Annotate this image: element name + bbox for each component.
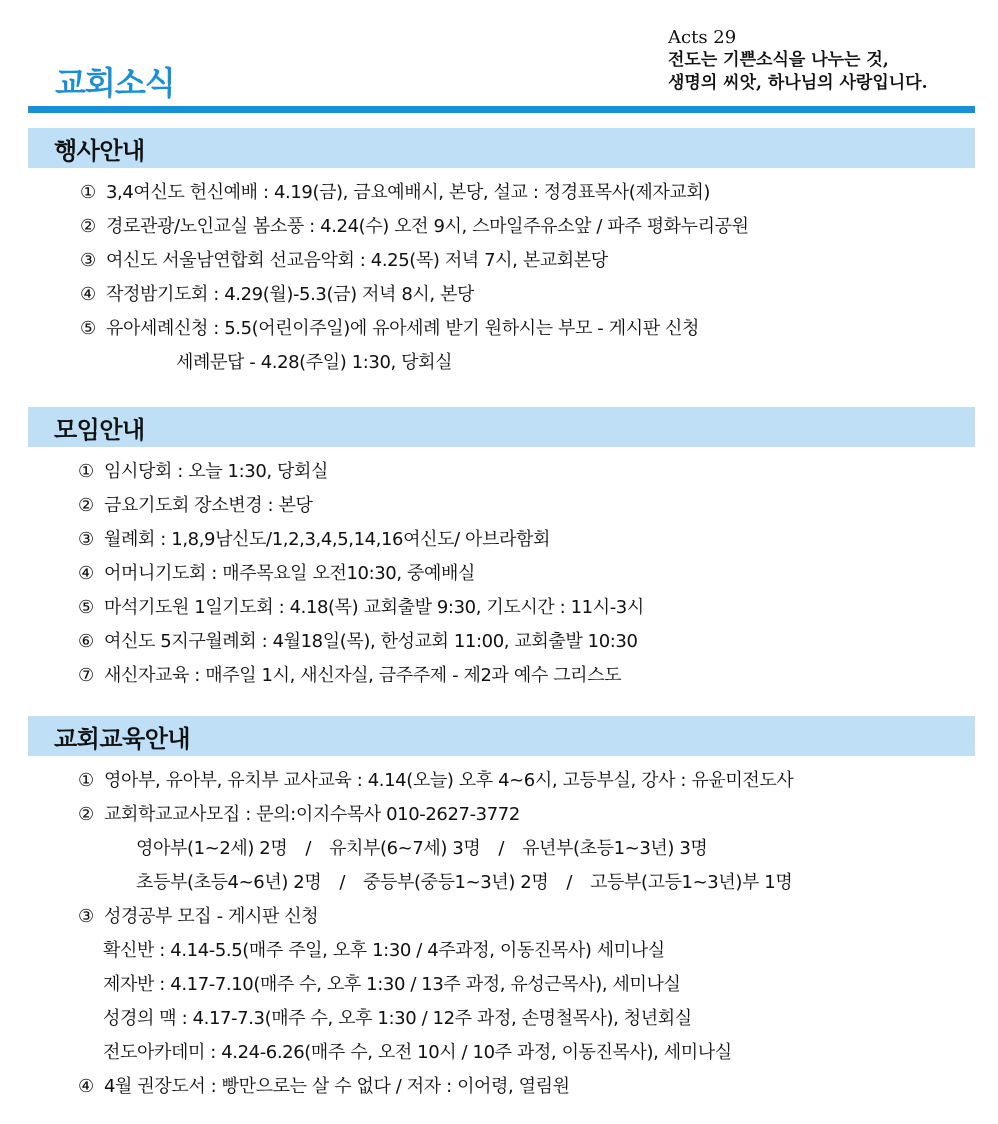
motto-block <box>668 26 988 95</box>
recruit-separator: / <box>339 872 345 893</box>
list-subitem <box>28 1036 975 1070</box>
item-text: 성경의 맥 : 4.17-7.3(매주 수, 오후 1:30 / 12주 과정, 손명철목사), 청년회실 <box>103 1008 692 1029</box>
item-number: ② <box>78 804 94 825</box>
item-text: 전도아카데미 : 4.24-6.26(매주 수, 오전 10시 / 10주 과정, 이동진목사), 세미나실 <box>103 1042 732 1063</box>
recruit-entry: 초등부(초등4~6년) 2명 <box>136 872 322 893</box>
list-item <box>28 455 975 489</box>
section-events <box>28 128 975 380</box>
item-text: 작정밤기도회 : 4.29(월)-5.3(금) 저녁 8시, 본당 <box>106 284 474 305</box>
list-item <box>28 659 975 693</box>
section-header <box>28 128 975 168</box>
item-number: ③ <box>80 250 96 271</box>
item-text: 확신반 : 4.14-5.5(매주 주일, 오후 1:30 / 4주과정, 이동진목사) 세미나실 <box>103 940 665 961</box>
item-text: 임시당회 : 오늘 1:30, 당회실 <box>104 461 328 482</box>
item-text: 유아세례신청 : 5.5(어린이주일)에 유아세례 받기 원하시는 부모 - 게시판 신청 <box>106 318 699 339</box>
item-text: 월례회 : 1,8,9남신도/1,2,3,4,5,14,16여신도/ 아브라함회 <box>104 529 550 550</box>
page-title: 교회소식 <box>55 64 175 102</box>
list-item <box>28 489 975 523</box>
section-header <box>28 716 975 756</box>
item-number: ⑥ <box>78 631 94 652</box>
list-item <box>28 210 975 244</box>
item-text: 경로관광/노인교실 봄소풍 : 4.24(수) 오전 9시, 스마일주유소앞 / 파주 평화누리공원 <box>106 216 749 237</box>
section-meetings <box>28 407 975 693</box>
list-item <box>28 900 975 934</box>
motto-reference: Acts 29 <box>668 27 737 48</box>
recruit-separator: / <box>498 838 505 859</box>
item-text: 새신자교육 : 매주일 1시, 새신자실, 금주주제 - 제2과 예수 그리스도 <box>104 665 622 686</box>
item-text: 제자반 : 4.17-7.10(매주 수, 오후 1:30 / 13주 과정, 유성근목사), 세미나실 <box>103 974 681 995</box>
recruit-separator: / <box>305 838 312 859</box>
header-divider <box>28 106 975 113</box>
meetings-list <box>28 447 975 693</box>
item-text: 세례문답 - 4.28(주일) 1:30, 당회실 <box>176 352 453 373</box>
recruit-entry: 영아부(1~2세) 2명 <box>136 838 288 859</box>
item-text: 교회학교교사모집 : 문의:이지수목사 010-2627-3772 <box>104 804 520 825</box>
recruit-row <box>28 866 975 900</box>
recruit-entry: 유년부(초등1~3년) 3명 <box>522 838 708 859</box>
list-item <box>28 176 975 210</box>
item-number: ④ <box>78 563 94 584</box>
recruit-entry: 중등부(중등1~3년) 2명 <box>363 872 549 893</box>
section-title: 모임안내 <box>54 415 145 444</box>
motto-line: 전도는 기쁜소식을 나누는 것, <box>668 50 889 70</box>
list-item <box>28 244 975 278</box>
list-item <box>28 798 975 832</box>
item-text: 마석기도원 1일기도회 : 4.18(목) 교회출발 9:30, 기도시간 : 11시-3시 <box>104 597 644 618</box>
list-item <box>28 625 975 659</box>
item-number: ③ <box>78 529 94 550</box>
item-text: 성경공부 모집 - 게시판 신청 <box>104 906 319 927</box>
list-item <box>28 557 975 591</box>
item-number: ⑦ <box>78 665 94 686</box>
item-text: 금요기도회 장소변경 : 본당 <box>104 495 313 516</box>
item-number: ① <box>78 461 94 482</box>
section-education <box>28 716 975 1104</box>
item-number: ① <box>78 770 94 791</box>
item-number: ⑤ <box>78 597 94 618</box>
item-number: ② <box>80 216 96 237</box>
list-item <box>28 764 975 798</box>
item-number: ④ <box>80 284 96 305</box>
section-header <box>28 407 975 447</box>
item-number: ③ <box>78 906 94 927</box>
list-subitem <box>28 346 975 380</box>
list-subitem <box>28 968 975 1002</box>
list-subitem <box>28 1002 975 1036</box>
item-text: 영아부, 유아부, 유치부 교사교육 : 4.14(오늘) 오후 4~6시, 고등부실, 강사 : 유윤미전도사 <box>104 770 794 791</box>
item-text: 여신도 서울남연합회 선교음악회 : 4.25(목) 저녁 7시, 본교회본당 <box>106 250 608 271</box>
item-number: ② <box>78 495 94 516</box>
recruit-separator: / <box>566 872 572 893</box>
list-item <box>28 1070 975 1104</box>
list-item <box>28 312 975 346</box>
item-text: 여신도 5지구월례회 : 4월18일(목), 한성교회 11:00, 교회출발 10:30 <box>104 631 638 652</box>
list-item <box>28 278 975 312</box>
item-number: ① <box>80 182 96 203</box>
item-number: ⑤ <box>80 318 96 339</box>
events-list <box>28 168 975 380</box>
list-item <box>28 591 975 625</box>
list-subitem <box>28 934 975 968</box>
item-text: 3,4여신도 헌신예배 : 4.19(금), 금요예배시, 본당, 설교 : 정경표목사(제자교회) <box>106 182 710 203</box>
recruit-entry: 유치부(6~7세) 3명 <box>329 838 481 859</box>
motto-line: 생명의 씨앗, 하나님의 사랑입니다. <box>668 73 928 93</box>
item-number: ④ <box>78 1076 94 1097</box>
education-list <box>28 756 975 1104</box>
section-title: 교회교육안내 <box>54 724 191 753</box>
list-item <box>28 523 975 557</box>
recruit-entry: 고등부(고등1~3년)부 1명 <box>590 872 793 893</box>
recruit-row <box>28 832 975 866</box>
item-text: 4월 권장도서 : 빵만으로는 살 수 없다 / 저자 : 이어령, 열림원 <box>104 1076 570 1097</box>
item-text: 어머니기도회 : 매주목요일 오전10:30, 중예배실 <box>104 563 475 584</box>
section-title: 행사안내 <box>54 136 145 165</box>
